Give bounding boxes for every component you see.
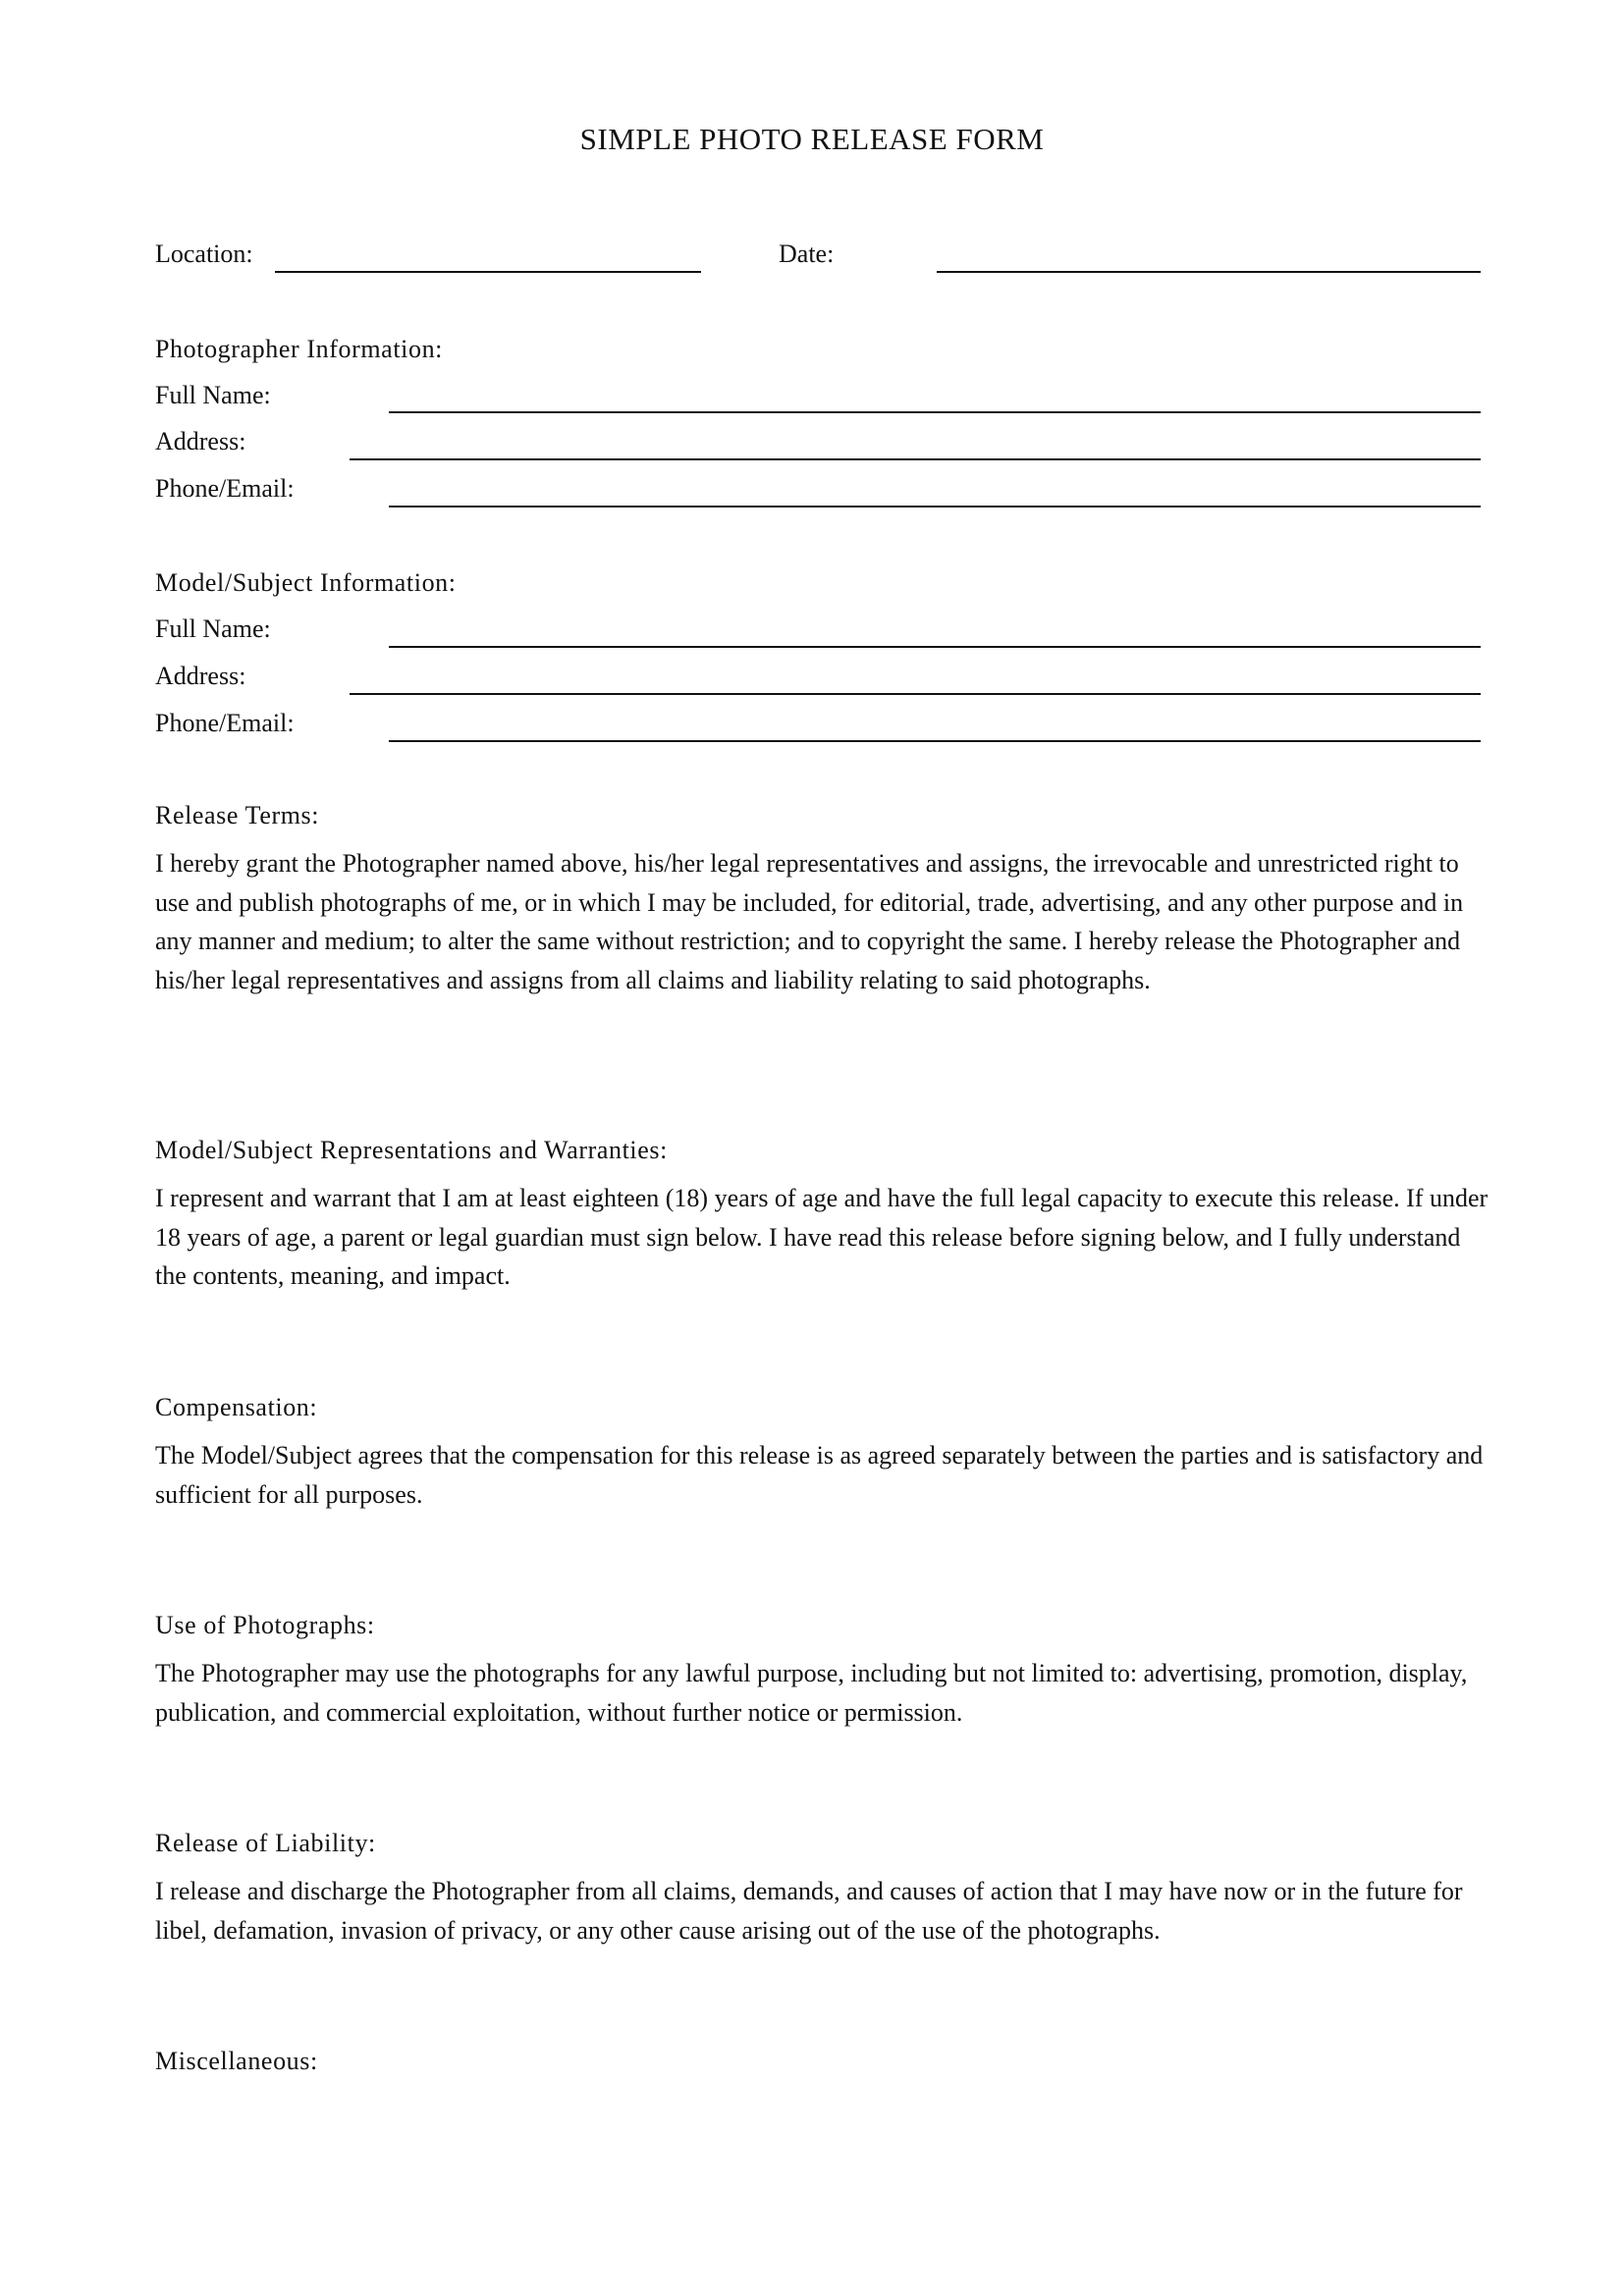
model-full-name-label: Full Name: (155, 614, 271, 643)
date-field-line[interactable] (937, 271, 1481, 273)
miscellaneous-heading: Miscellaneous: (155, 2047, 318, 2075)
compensation-body: The Model/Subject agrees that the compensation for this release is as agreed separately between the parties and is satisfactory and sufficient for all purposes. (155, 1441, 1484, 1509)
release-of-liability-heading: Release of Liability: (155, 1829, 376, 1857)
photographer-full-name-line[interactable] (389, 411, 1481, 413)
date-label: Date: (779, 240, 835, 268)
use-of-photographs-body: The Photographer may use the photographs for any lawful purpose, including but not limited to: advertising, promotion, display, publication, and commercial exploitation, without further notice or permission. (155, 1659, 1468, 1727)
model-phone-email-label: Phone/Email: (155, 709, 295, 737)
model-heading: Model/Subject Information: (155, 568, 457, 597)
release-terms-heading: Release Terms: (155, 801, 320, 829)
use-of-photographs-heading: Use of Photographs: (155, 1611, 375, 1639)
form-title: SIMPLE PHOTO RELEASE FORM (579, 122, 1045, 156)
photographer-phone-email-line[interactable] (389, 506, 1481, 507)
location-field-line[interactable] (275, 271, 701, 273)
photographer-phone-email-label: Phone/Email: (155, 474, 295, 503)
warranties-heading: Model/Subject Representations and Warranties: (155, 1136, 668, 1164)
compensation-heading: Compensation: (155, 1393, 318, 1421)
model-phone-email-line[interactable] (389, 740, 1481, 742)
release-of-liability-body: I release and discharge the Photographer from all claims, demands, and causes of action that I may have now or in the future for libel, defamation, invasion of privacy, or any other cause arising out of the use of the photographs. (155, 1877, 1463, 1945)
release-terms-body: I hereby grant the Photographer named above, his/her legal representatives and assigns, the irrevocable and unrestricted right to use and publish photographs of me, or in which I may be included, for editorial, trade, advertising, and any other purpose and in any manner and medium; to alter the same without restriction; and to copyright the same. I hereby release the Photographer and his/her legal representatives and assigns from all claims and liability relating to said photographs. (155, 849, 1464, 994)
photographer-address-label: Address: (155, 427, 246, 455)
warranties-body: I represent and warrant that I am at least eighteen (18) years of age and have the full legal capacity to execute this release. If under 18 years of age, a parent or legal guardian must sign below. I have read this release before signing below, and I fully understand the contents, meaning, and impact. (155, 1184, 1489, 1290)
photographer-full-name-label: Full Name: (155, 381, 271, 409)
location-label: Location: (155, 240, 253, 268)
model-full-name-line[interactable] (389, 646, 1481, 648)
photographer-heading: Photographer Information: (155, 335, 443, 363)
photographer-address-line[interactable] (350, 458, 1481, 460)
model-address-line[interactable] (350, 693, 1481, 695)
model-address-label: Address: (155, 662, 246, 690)
